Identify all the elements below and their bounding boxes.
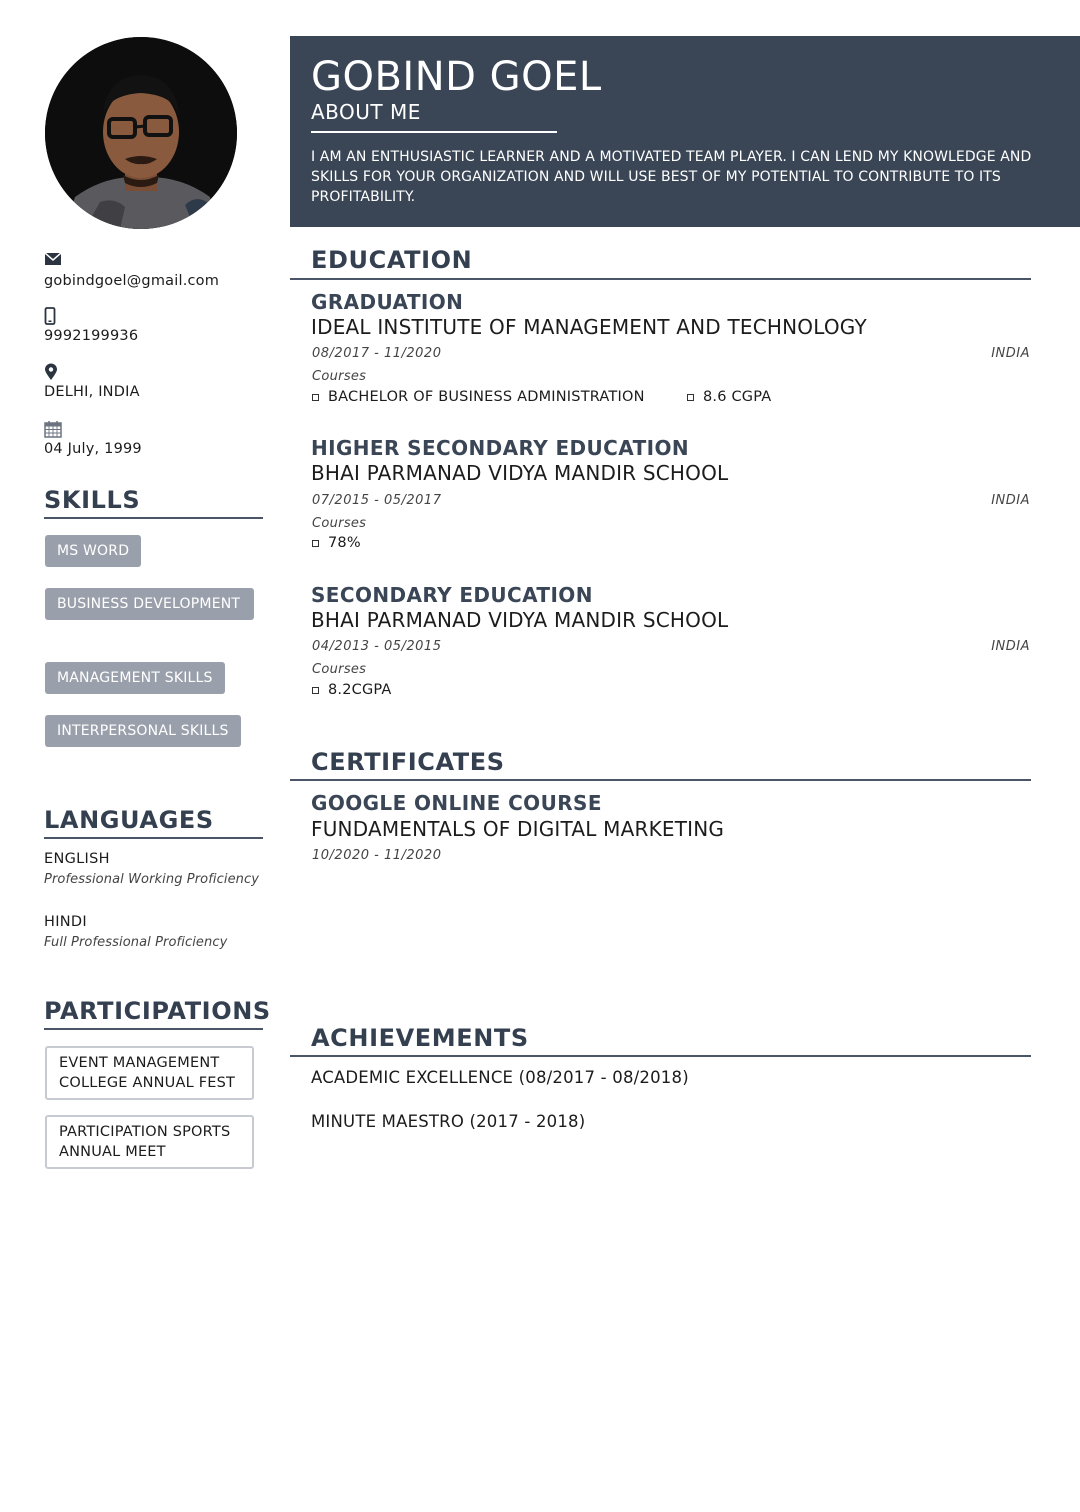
certificates-heading: CERTIFICATES bbox=[311, 748, 505, 776]
contact-location bbox=[44, 363, 274, 400]
education-heading: EDUCATION bbox=[311, 246, 473, 274]
bullet-square-icon bbox=[687, 394, 694, 401]
calendar-icon bbox=[44, 420, 274, 438]
skill-tag: BUSINESS DEVELOPMENT bbox=[45, 588, 254, 620]
course-item: 78% bbox=[311, 535, 361, 551]
participation-item: EVENT MANAGEMENT COLLEGE ANNUAL FEST bbox=[45, 1046, 254, 1100]
education-level: GRADUATION bbox=[311, 290, 464, 314]
course-item: 8.6 CGPA bbox=[686, 389, 771, 405]
skill-tag: MS WORD bbox=[45, 535, 141, 567]
education-dates: 08/2017 - 11/2020 bbox=[312, 346, 442, 361]
education-level: SECONDARY EDUCATION bbox=[311, 583, 593, 607]
profile-photo bbox=[45, 37, 237, 229]
map-pin-icon bbox=[44, 363, 274, 381]
certificate-issuer: GOOGLE ONLINE COURSE bbox=[311, 791, 602, 815]
education-school: BHAI PARMANAD VIDYA MANDIR SCHOOL bbox=[311, 608, 729, 632]
contact-phone bbox=[44, 307, 274, 344]
participation-item: PARTICIPATION SPORTS ANNUAL MEET bbox=[45, 1115, 254, 1169]
achievement-item: ACADEMIC EXCELLENCE (08/2017 - 08/2018) bbox=[311, 1068, 689, 1087]
bullet-square-icon bbox=[312, 687, 319, 694]
education-location: INDIA bbox=[991, 493, 1030, 508]
achievements-heading: ACHIEVEMENTS bbox=[311, 1024, 529, 1052]
languages-heading: LANGUAGES bbox=[44, 806, 263, 839]
courses-label: Courses bbox=[312, 662, 367, 677]
section-divider bbox=[290, 1055, 1031, 1057]
language-level: Full Professional Proficiency bbox=[44, 935, 228, 950]
education-school: IDEAL INSTITUTE OF MANAGEMENT AND TECHNOLOGY bbox=[311, 315, 867, 339]
education-level: HIGHER SECONDARY EDUCATION bbox=[311, 436, 690, 460]
envelope-icon bbox=[44, 252, 274, 270]
education-dates: 07/2015 - 05/2017 bbox=[312, 493, 442, 508]
language-name: ENGLISH bbox=[44, 851, 110, 867]
education-school: BHAI PARMANAD VIDYA MANDIR SCHOOL bbox=[311, 461, 729, 485]
courses-label: Courses bbox=[312, 516, 367, 531]
skill-tag: INTERPERSONAL SKILLS bbox=[45, 715, 241, 747]
course-item: 8.2CGPA bbox=[311, 682, 392, 698]
location-text: DELHI, INDIA bbox=[44, 384, 140, 400]
education-dates: 04/2013 - 05/2015 bbox=[312, 639, 442, 654]
certificate-dates: 10/2020 - 11/2020 bbox=[312, 848, 442, 863]
bullet-square-icon bbox=[312, 540, 319, 547]
participations-heading: PARTICIPATIONS bbox=[44, 997, 263, 1030]
achievement-item: MINUTE MAESTRO (2017 - 2018) bbox=[311, 1112, 586, 1131]
email-text: gobindgoel@gmail.com bbox=[44, 273, 220, 289]
bullet-square-icon bbox=[312, 394, 319, 401]
contact-dob bbox=[44, 420, 274, 457]
language-name: HINDI bbox=[44, 914, 87, 930]
header-banner bbox=[290, 36, 1080, 227]
education-location: INDIA bbox=[991, 346, 1030, 361]
course-item: BACHELOR OF BUSINESS ADMINISTRATION bbox=[311, 389, 645, 405]
section-divider bbox=[290, 278, 1031, 280]
section-divider bbox=[290, 779, 1031, 781]
contact-email bbox=[44, 252, 274, 289]
skills-heading: SKILLS bbox=[44, 486, 263, 519]
courses-label: Courses bbox=[312, 369, 367, 384]
certificate-name: FUNDAMENTALS OF DIGITAL MARKETING bbox=[311, 817, 725, 841]
phone-text: 9992199936 bbox=[44, 328, 139, 344]
candidate-name: GOBIND GOEL bbox=[311, 54, 602, 100]
about-title: ABOUT ME bbox=[311, 100, 421, 124]
dob-text: 04 July, 1999 bbox=[44, 441, 142, 457]
phone-icon bbox=[44, 307, 274, 325]
about-underline bbox=[311, 131, 557, 133]
education-location: INDIA bbox=[991, 639, 1030, 654]
about-summary: I AM AN ENTHUSIASTIC LEARNER AND A MOTIVATED TEAM PLAYER. I CAN LEND MY KNOWLEDGE AND SKILLS FOR YOUR ORGANIZATION AND WILL USE BEST OF MY POTENTIAL TO CONTRIBUTE TO ITS PROFITABILITY. bbox=[311, 149, 1032, 205]
skill-tag: MANAGEMENT SKILLS bbox=[45, 662, 225, 694]
language-level: Professional Working Proficiency bbox=[44, 872, 260, 887]
